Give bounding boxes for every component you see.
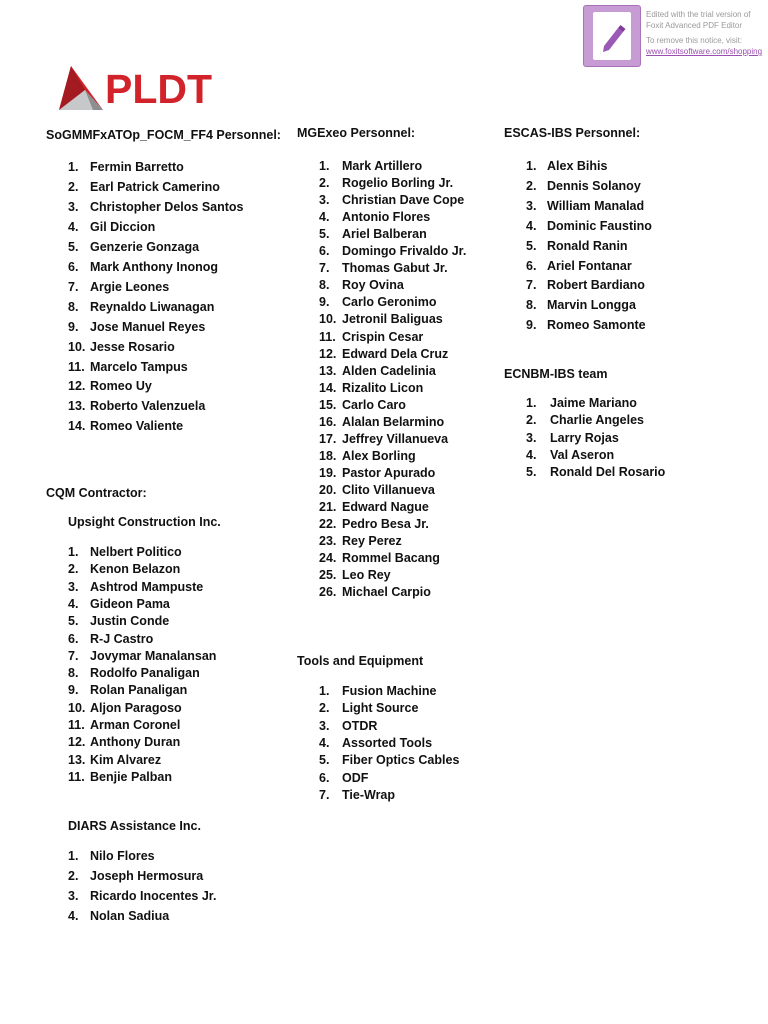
pldt-logo	[55, 64, 225, 116]
list-item	[319, 330, 539, 346]
list-item-text: Kenon Belazon	[90, 562, 181, 577]
list-item	[68, 379, 288, 395]
list-item-text: Romeo Uy	[90, 379, 152, 394]
list-item	[68, 614, 288, 630]
list-item-text: Gil Diccion	[90, 219, 156, 234]
list-item-number: 5.	[68, 239, 79, 254]
list-item-text: Benjie Palban	[90, 769, 172, 784]
list-item-number: 4.	[68, 596, 79, 611]
list-item	[526, 179, 746, 195]
list-item-text: Kim Alvarez	[90, 752, 162, 767]
list-item-text: Christopher Delos Santos	[90, 199, 244, 214]
list-item	[526, 413, 746, 429]
list-item-number: 3.	[319, 193, 330, 208]
list-item	[68, 753, 288, 769]
list-item-text: Mark Anthony Inonog	[90, 259, 218, 274]
list-item-number: 16.	[319, 414, 337, 429]
list-item	[319, 500, 539, 516]
list-item	[68, 770, 288, 786]
list-item-number: 8.	[526, 298, 537, 313]
list-item-text: Marcelo Tampus	[90, 359, 188, 374]
list-item-text: Ariel Fontanar	[547, 258, 632, 273]
list-item-text: Aljon Paragoso	[90, 700, 182, 715]
list-item	[68, 200, 288, 216]
list-item-text: Nelbert Politico	[90, 545, 182, 559]
list-item-text: ODF	[342, 770, 369, 785]
list-item-number: 7.	[319, 261, 330, 276]
watermark-line1: Edited with the trial version of	[646, 10, 751, 19]
list-item-number: 9.	[319, 295, 330, 310]
list-item	[319, 278, 539, 294]
list-item-text: Mark Artillero	[342, 159, 423, 173]
list-item	[319, 347, 539, 363]
list-item	[319, 210, 539, 226]
list-item-text: Jesse Rosario	[90, 339, 175, 354]
list-item-text: Christian Dave Cope	[342, 193, 465, 208]
list-item-number: 2.	[68, 869, 79, 883]
list-item	[319, 159, 539, 175]
list-item-number: 6.	[68, 259, 79, 274]
list-item-number: 8.	[68, 666, 79, 681]
list-item-number: 3.	[319, 718, 330, 733]
list-item	[68, 849, 288, 865]
list-item	[319, 258, 539, 277]
list-item-text: Rogelio Borling Jr.	[342, 176, 454, 191]
list-item-text: Antonio Flores	[342, 210, 431, 225]
list-item-number: 2.	[526, 178, 537, 193]
list-item	[68, 683, 288, 699]
list-item-text: Carlo Caro	[342, 397, 406, 412]
list-item-text: Reynaldo Liwanagan	[90, 299, 215, 314]
list-item-number: 1.	[319, 684, 330, 698]
list-item-text: Gideon Pama	[90, 596, 170, 611]
list-item-number: 9.	[68, 319, 79, 334]
list-item-text: Fiber Optics Cables	[342, 753, 460, 768]
list-item-number: 6.	[319, 770, 330, 785]
list-item-text: Ariel Balberan	[342, 227, 427, 242]
list-item	[319, 701, 539, 717]
list-item-text: Light Source	[342, 701, 419, 716]
list-item	[68, 240, 288, 256]
list-item-number: 4.	[319, 735, 330, 750]
list-item-text: Alex Borling	[342, 448, 416, 463]
list-item-number: 4.	[68, 219, 79, 234]
list-item	[319, 771, 539, 787]
list-item-text: Alden Cadelinia	[342, 363, 436, 378]
list-item-number: 6.	[68, 631, 79, 646]
list-item	[68, 419, 288, 435]
list-item-number: 4.	[526, 447, 537, 462]
list-item-number: 3.	[526, 430, 537, 445]
list-item-text: Rommel Bacang	[342, 551, 440, 566]
list-item	[68, 718, 288, 734]
watermark-notice	[646, 9, 764, 57]
list-item-number: 6.	[526, 258, 537, 273]
list-item-number: 3.	[526, 198, 537, 213]
list-item-number: 13.	[68, 399, 86, 414]
list-item-text: Justin Conde	[90, 614, 170, 629]
list-item-number: 9.	[526, 318, 537, 333]
list-item-number: 9.	[68, 683, 79, 698]
list-item-text: Carlo Geronimo	[342, 295, 437, 310]
list-item	[68, 869, 288, 885]
list-item-number: 4.	[319, 210, 330, 225]
list-item-number: 24.	[319, 551, 337, 566]
list-item	[319, 295, 539, 311]
list-item-text: Clito Villanueva	[342, 482, 435, 497]
list-item-text: Roberto Valenzuela	[90, 399, 206, 414]
list-item-text: Joseph Hermosura	[90, 869, 204, 883]
list-item	[68, 632, 288, 648]
list-item-text: Ronald Ranin	[547, 238, 628, 253]
list-item-text: Edward Nague	[342, 500, 429, 514]
list-item-text: Val Aseron	[550, 447, 615, 462]
col1-heading: SoGMMFxATOp_FOCM_FF4 Personnel:	[46, 128, 281, 142]
list-item-text: Assorted Tools	[342, 735, 433, 750]
cqm-heading: CQM Contractor:	[46, 486, 147, 500]
list-item-text: Rolan Panaligan	[90, 683, 188, 698]
list-item-number: 2.	[319, 176, 330, 191]
list-item-number: 5.	[319, 227, 330, 242]
list-item-number: 23.	[319, 534, 337, 549]
list-item-text: Dominic Faustino	[547, 218, 652, 233]
list-item	[526, 298, 746, 314]
list-item	[319, 193, 539, 209]
list-item-number: 11.	[68, 359, 85, 374]
list-item-number: 18.	[319, 448, 337, 463]
list-item-number: 3.	[68, 579, 79, 594]
pen-edit-icon	[596, 18, 630, 56]
list-item-number: 15.	[319, 397, 337, 412]
list-item	[319, 719, 539, 735]
list-item-number: 12.	[68, 735, 86, 750]
list-item-number: 21.	[319, 500, 337, 514]
list-item	[319, 585, 539, 601]
list-item	[319, 449, 539, 465]
list-item-number: 11.	[68, 769, 85, 784]
list-item-number: 8.	[68, 299, 79, 314]
list-item	[319, 432, 539, 448]
list-item-number: 10.	[68, 339, 86, 354]
list-item-number: 14.	[68, 419, 86, 434]
list-item	[319, 736, 539, 752]
list-item-number: 5.	[319, 753, 330, 768]
list-item-text: Edward Dela Cruz	[342, 346, 449, 361]
list-item-number: 12.	[319, 346, 337, 361]
list-item-text: Rizalito Licon	[342, 380, 424, 395]
list-item	[526, 159, 746, 175]
list-item-number: 7.	[68, 279, 79, 294]
list-item-text: Alalan Belarmino	[342, 414, 445, 429]
list-item	[526, 318, 746, 334]
list-item-text: OTDR	[342, 718, 378, 733]
list-item-text: Jose Manuel Reyes	[90, 319, 206, 334]
list-item	[68, 580, 288, 596]
list-item	[68, 889, 288, 905]
list-item-text: Ricardo Inocentes Jr.	[90, 889, 217, 903]
list-item	[68, 260, 288, 276]
list-item-number: 20.	[319, 482, 337, 497]
list-item-number: 2.	[68, 562, 79, 577]
list-item	[526, 465, 746, 481]
list-item-number: 10.	[319, 312, 337, 327]
pldt-logo-text: PLDT	[105, 66, 213, 112]
list-item-number: 12.	[68, 379, 86, 394]
list-item-number: 1.	[319, 159, 330, 173]
list-item	[319, 398, 539, 414]
list-item	[68, 360, 288, 376]
list-item	[526, 219, 746, 235]
list-item-text: Anthony Duran	[90, 735, 181, 750]
list-item	[319, 312, 539, 328]
list-item	[68, 280, 288, 296]
list-item-number: 2.	[526, 413, 537, 428]
list-item-text: Alex Bihis	[547, 159, 608, 173]
list-item-text: Fusion Machine	[342, 684, 437, 698]
list-item-number: 13.	[319, 363, 337, 378]
list-item	[319, 788, 539, 804]
list-item-text: Dennis Solanoy	[547, 178, 641, 193]
list-item	[68, 701, 288, 717]
list-item	[68, 180, 288, 196]
list-item	[68, 160, 288, 176]
list-item	[68, 300, 288, 316]
pldt-logo-mark-icon	[55, 64, 105, 116]
list-item-number: 1.	[526, 159, 537, 173]
list-item-number: 13.	[68, 752, 86, 767]
list-item-text: Roy Ovina	[342, 278, 404, 293]
list-item-text: Jaime Mariano	[550, 396, 637, 410]
list-item-number: 7.	[68, 648, 79, 663]
watermark-line3: To remove this notice, visit:	[646, 36, 743, 45]
list-item-text: Romeo Valiente	[90, 419, 184, 434]
list-item	[319, 176, 539, 192]
list-item	[526, 239, 746, 255]
list-item-number: 2.	[319, 701, 330, 716]
list-item	[319, 244, 539, 260]
list-item	[319, 415, 539, 431]
list-item	[319, 381, 539, 397]
list-item-text: Rey Perez	[342, 534, 402, 549]
list-item	[68, 220, 288, 236]
list-item-text: Arman Coronel	[90, 718, 181, 732]
list-item-text: Jovymar Manalansan	[90, 648, 217, 663]
upsight-heading: Upsight Construction Inc.	[68, 515, 221, 529]
list-item-text: Earl Patrick Camerino	[90, 179, 220, 194]
list-item	[68, 909, 288, 925]
list-item	[526, 396, 746, 412]
list-item-number: 11.	[68, 718, 85, 732]
list-item	[319, 466, 539, 482]
list-item-number: 3.	[68, 199, 79, 214]
list-item	[319, 568, 539, 584]
list-item-number: 3.	[68, 889, 79, 903]
list-item	[319, 684, 539, 700]
list-item-text: Nilo Flores	[90, 849, 155, 863]
list-item-number: 22.	[319, 517, 337, 532]
list-item-number: 1.	[68, 545, 79, 559]
list-item	[319, 517, 539, 533]
list-item-number: 5.	[526, 238, 537, 253]
list-item-text: Michael Carpio	[342, 585, 431, 600]
list-item	[68, 597, 288, 613]
list-item-text: Pastor Apurado	[342, 465, 436, 480]
list-item-number: 8.	[319, 278, 330, 293]
list-item-number: 5.	[526, 465, 537, 480]
list-item-number: 11.	[319, 329, 336, 344]
list-item	[68, 545, 288, 561]
list-item-text: Romeo Samonte	[547, 318, 646, 333]
list-item-text: William Manalad	[547, 198, 645, 213]
list-item-text: Jeffrey Villanueva	[342, 431, 449, 446]
list-item-text: Domingo Frivaldo Jr.	[342, 244, 467, 259]
list-item-text: Nolan Sadiua	[90, 909, 170, 923]
col3-heading: ESCAS-IBS Personnel:	[504, 126, 641, 140]
list-item-number: 4.	[526, 218, 537, 233]
list-item	[526, 278, 746, 294]
list-item	[68, 562, 288, 578]
list-item	[68, 735, 288, 751]
list-item	[319, 551, 539, 567]
list-item	[68, 320, 288, 336]
list-item-text: Robert Bardiano	[547, 278, 645, 293]
tools-heading: Tools and Equipment	[297, 654, 424, 668]
ecnbm-heading: ECNBM-IBS team	[504, 367, 608, 381]
list-item-text: Jetronil Baliguas	[342, 312, 443, 327]
list-item-number: 7.	[526, 278, 537, 293]
list-item-number: 26.	[319, 585, 337, 600]
list-item	[526, 448, 746, 464]
list-item	[68, 649, 288, 665]
list-item	[68, 340, 288, 356]
list-item-text: Marvin Longga	[547, 298, 636, 313]
list-item-text: Genzerie Gonzaga	[90, 239, 200, 254]
list-item-text: Fermin Barretto	[90, 160, 184, 174]
list-item	[526, 431, 746, 447]
list-item-number: 2.	[68, 179, 79, 194]
watermark-icon-box	[583, 5, 641, 67]
list-item-number: 10.	[68, 700, 86, 715]
list-item	[526, 199, 746, 215]
list-item-text: Crispin Cesar	[342, 329, 424, 344]
list-item-text: Pedro Besa Jr.	[342, 517, 429, 532]
list-item-text: Larry Rojas	[550, 430, 619, 445]
list-item-number: 1.	[68, 160, 79, 174]
list-item-number: 19.	[319, 465, 337, 480]
diars-heading: DIARS Assistance Inc.	[68, 819, 201, 833]
list-item	[68, 399, 288, 415]
list-item-number: 4.	[68, 909, 79, 923]
list-item-number: 25.	[319, 568, 337, 583]
col2-heading: MGExeo Personnel:	[297, 126, 416, 140]
list-item-text: Charlie Angeles	[550, 413, 645, 428]
list-item-text: Tie-Wrap	[342, 787, 396, 802]
list-item-text: R-J Castro	[90, 631, 154, 646]
watermark-line2: Foxit Advanced PDF Editor	[646, 21, 743, 30]
list-item	[319, 753, 539, 769]
watermark-link[interactable]: www.foxitsoftware.com/shopping	[646, 47, 763, 56]
list-item-number: 5.	[68, 614, 79, 629]
list-item	[319, 534, 539, 550]
list-item-number: 1.	[68, 849, 79, 863]
list-item	[319, 227, 539, 243]
list-item-text: Argie Leones	[90, 279, 170, 294]
list-item-text: Ronald Del Rosario	[550, 465, 666, 480]
list-item-number: 1.	[526, 396, 537, 410]
list-item-number: 14.	[319, 380, 337, 395]
list-item-number: 7.	[319, 787, 330, 802]
list-item	[68, 666, 288, 682]
list-item-text: Ashtrod Mampuste	[90, 579, 204, 594]
list-item-text: Leo Rey	[342, 568, 391, 583]
list-item	[526, 259, 746, 275]
list-item-number: 17.	[319, 431, 337, 446]
list-item-number: 6.	[319, 244, 330, 259]
list-item-text: Rodolfo Panaligan	[90, 666, 200, 681]
list-item	[319, 483, 539, 499]
list-item-text: Thomas Gabut Jr.	[342, 261, 448, 276]
